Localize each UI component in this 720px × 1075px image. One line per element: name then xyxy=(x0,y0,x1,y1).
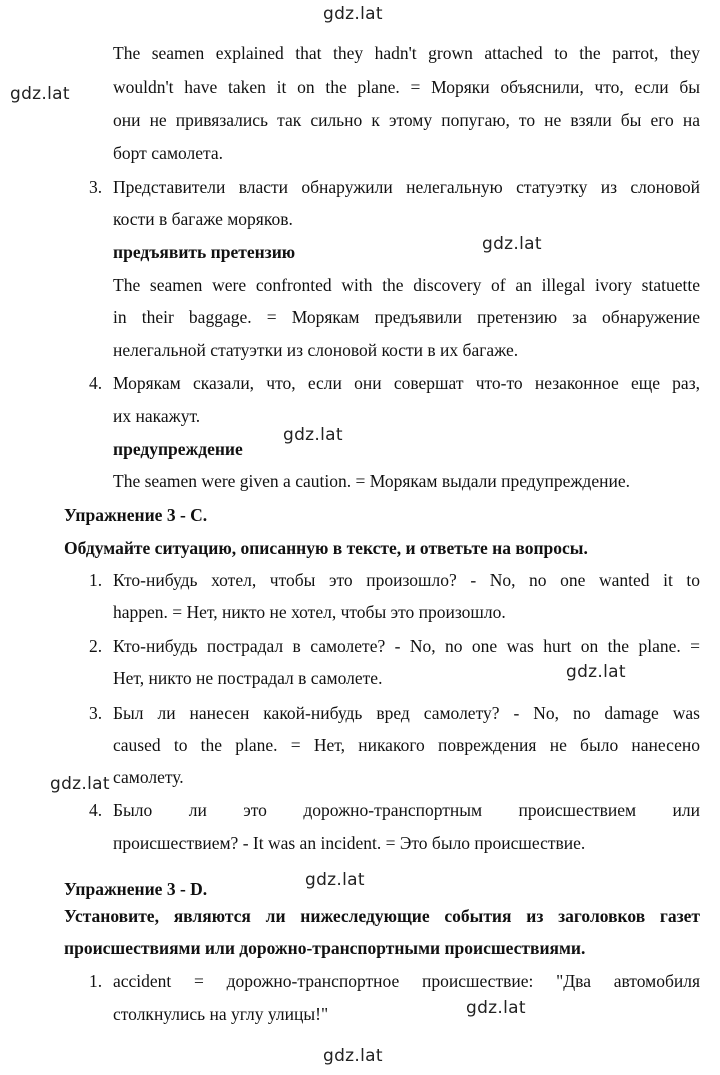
text-line: happen. = Нет, никто не хотел, чтобы это произошло. xyxy=(113,602,506,622)
text-line: Кто-нибудь хотел, чтобы это произошло? - No, no one wanted it to xyxy=(113,570,700,590)
text-line: Было ли это дорожно-транспортным происшествием или xyxy=(113,800,700,820)
text-line: accident = дорожно-транспортное происшествие: "Два автомобиля xyxy=(113,971,700,991)
list-number: 1. xyxy=(89,971,103,991)
exercise-task: Обдумайте ситуацию, описанную в тексте, и ответьте на вопросы. xyxy=(64,538,588,558)
text-line: The seamen explained that they hadn't grown attached to the parrot, they xyxy=(113,43,700,63)
text-line: Нет, никто не пострадал в самолете. xyxy=(113,668,383,688)
list-number: 3. xyxy=(89,703,103,723)
text-line: wouldn't have taken it on the plane. = Моряки объяснили, что, если бы xyxy=(113,77,700,97)
text-line: происшествием? - It was an incident. = Это было происшествие. xyxy=(113,833,586,853)
list-number: 3. xyxy=(89,177,103,197)
text-line: in their baggage. = Морякам предъявили претензию за обнаружение xyxy=(113,307,700,327)
list-number: 4. xyxy=(89,373,103,393)
text-line: caused to the plane. = Нет, никакого повреждения не было нанесено xyxy=(113,735,700,755)
term-heading: предъявить претензию xyxy=(113,242,296,262)
text-line: Представители власти обнаружили нелегальную статуэтку из слоновой xyxy=(113,177,700,197)
exercise-task: происшествиями или дорожно-транспортными происшествиями. xyxy=(64,938,586,958)
watermark: gdz.lat xyxy=(10,84,70,104)
watermark: gdz.lat xyxy=(466,998,526,1018)
text-line: борт самолета. xyxy=(113,143,224,163)
text-line: их накажут. xyxy=(113,406,201,426)
list-number: 2. xyxy=(89,636,103,656)
watermark: gdz.lat xyxy=(305,870,365,890)
exercise-title: Упражнение 3 - C. xyxy=(64,505,208,525)
text-line: Морякам сказали, что, если они совершат что-то незаконное еще раз, xyxy=(113,373,700,393)
text-line: нелегальной статуэтки из слоновой кости в их багаже. xyxy=(113,340,519,360)
text-line: они не привязались так сильно к этому попугаю, то не взяли бы его на xyxy=(113,110,700,130)
text-line: столкнулись на углу улицы!" xyxy=(113,1004,329,1024)
watermark: gdz.lat xyxy=(323,1046,383,1066)
watermark: gdz.lat xyxy=(283,425,343,445)
term-heading: предупреждение xyxy=(113,439,243,459)
text-line: The seamen were given a caution. = Морякам выдали предупреждение. xyxy=(113,471,630,491)
watermark: gdz.lat xyxy=(482,234,542,254)
watermark: gdz.lat xyxy=(50,774,110,794)
list-number: 4. xyxy=(89,800,103,820)
list-number: 1. xyxy=(89,570,103,590)
exercise-task: Установите, являются ли нижеследующие события из заголовков газет xyxy=(64,906,700,926)
text-line: The seamen were confronted with the discovery of an illegal ivory statuette xyxy=(113,275,700,295)
text-line: самолету. xyxy=(113,767,184,787)
exercise-title: Упражнение 3 - D. xyxy=(64,879,208,899)
watermark: gdz.lat xyxy=(323,4,383,24)
watermark: gdz.lat xyxy=(566,662,626,682)
text-line: Был ли нанесен какой-нибудь вред самолету? - No, no damage was xyxy=(113,703,700,723)
text-line: Кто-нибудь пострадал в самолете? - No, no one was hurt on the plane. = xyxy=(113,636,700,656)
text-line: кости в багаже моряков. xyxy=(113,209,293,229)
